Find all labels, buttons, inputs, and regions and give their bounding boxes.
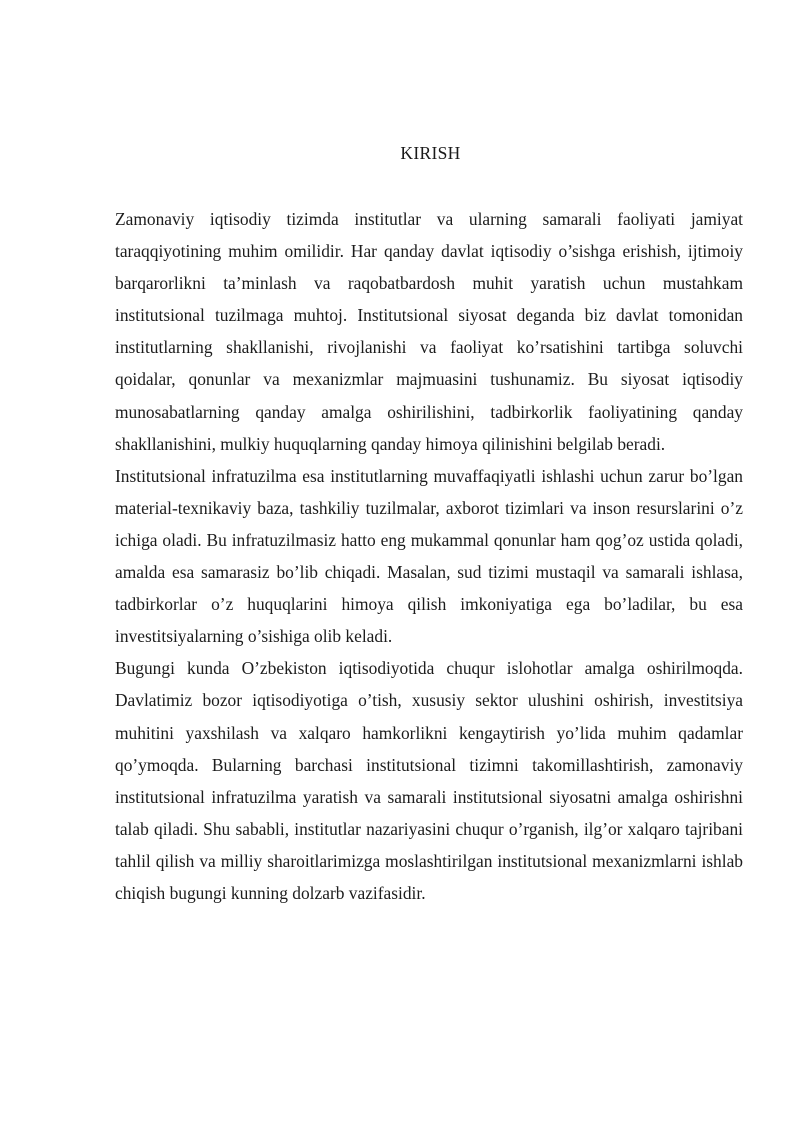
paragraph-infrastructure: Institutsional infratuzilma esa institutlarning muvaffaqiyatli ishlashi uchun zarur bo’lgan material-texnikaviy baza, tashkiliy tuzilmalar, axborot tizimlari va inson resurslarini o’z ichiga oladi. Bu infratuzilmasiz hatto eng mukammal qonunlar ham qog’oz ustida qoladi, amalda esa samarasiz bo’lib chiqadi. Masalan, sud tizimi mustaqil va samarali ishlasa, tadbirkorlar o’z huquqlarini himoya qilish imkoniyatiga ega bo’ladilar, bu esa investitsiyalarning o’sishiga olib keladi. xyxy=(115,465,743,647)
paragraph-introduction: Zamonaviy iqtisodiy tizimda institutlar va ularning samarali faoliyati jamiyat taraqqiyotining muhim omilidir. Har qanday davlat iqtisodiy o’sishga erishish, ijtimoiy barqarorlikni ta’minlash va raqobatbardosh muhit yaratish uchun mustahkam institutsional tuzilmaga muhtoj. Institutsional siyosat deganda biz davlat tomonidan institutlarning shakllanishi, rivojlanishi va faoliyat ko’rsatishini tartibga soluvchi qoidalar, qonunlar va mexanizmlar majmuasini tushunamiz. Bu siyosat iqtisodiy munosabatlarning qanday amalga oshirilishini, tadbirkorlik faoliyatining qanday shakllanishini, mulkiy huquqlarning qanday himoya qilinishini belgilab beradi. xyxy=(115,209,743,454)
paragraph-uzbekistan-reforms: Bugungi kunda O’zbekiston iqtisodiyotida chuqur islohotlar amalga oshirilmoqda. Davlatimiz bozor iqtisodiyotiga o’tish, xususiy sektor ulushini oshirish, investitsiya muhitini yaxshilash va xalqaro hamkorlikni kengaytirish yo’lida muhim qadamlar qo’ymoqda. Bularning barchasi institutsional tizimni takomillashtirish, zamonaviy institutsional infratuzilma yaratish va samarali institutsional siyosatni amalga oshirishni talab qiladi. Shu sababli, institutlar nazariyasini chuqur o’rganish, ilg’or xalqaro tajribani tahlil qilish va milliy sharoitlarimizga moslashtirilgan institutsional mexanizmlarni ishlab chiqish bugungi kunning dolzarb vazifasidir. xyxy=(115,658,743,903)
page-title: KIRISH xyxy=(400,143,461,163)
document-body xyxy=(115,203,743,909)
